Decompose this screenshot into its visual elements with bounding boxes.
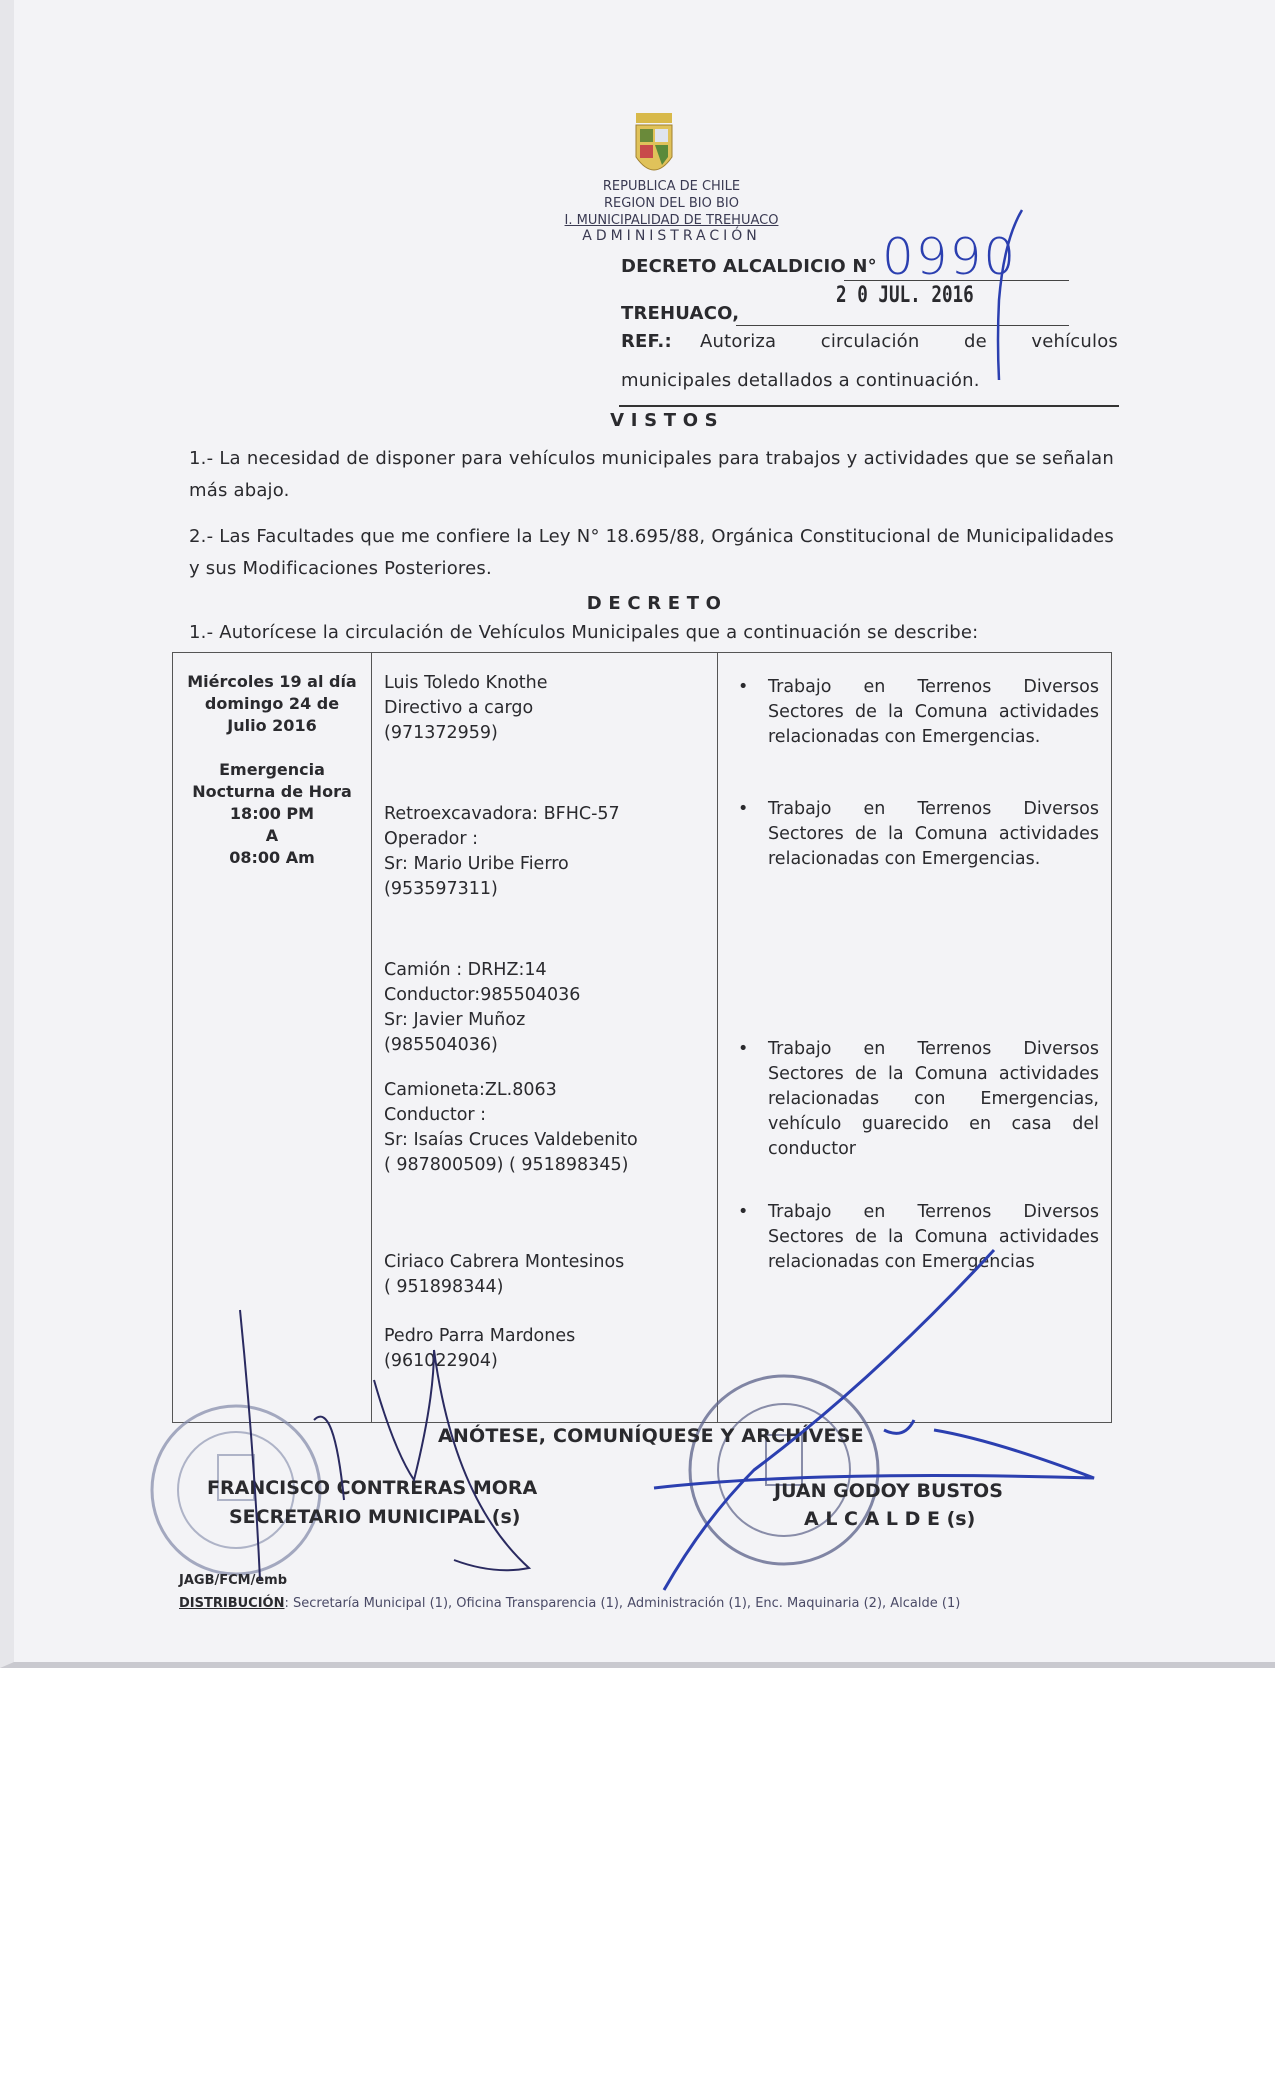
entry-line: Sr: Mario Uribe Fierro bbox=[384, 854, 569, 874]
vistos-paragraph-1: 1.- La necesidad de disponer para vehículos municipales para trabajos y actividades que se señalan más abajo. bbox=[189, 448, 1114, 501]
entry-line: Pedro Parra Mardones bbox=[384, 1326, 576, 1346]
activity-item: • Trabajo en Terrenos Diversos Sectores de la Comuna actividades relacionadas con Emergencias. bbox=[768, 675, 1099, 750]
activity-item: • Trabajo en Terrenos Diversos Sectores de la Comuna actividades relacionadas con Emergencias, vehículo guarecido en casa del conductor bbox=[768, 1037, 1099, 1162]
mayor-name: JUAN GODOY BUSTOS bbox=[774, 1480, 1003, 1502]
entry-line: Sr: Isaías Cruces Valdebenito bbox=[384, 1130, 638, 1150]
closing-formula: ANÓTESE, COMUNÍQUESE Y ARCHÍVESE bbox=[438, 1425, 864, 1447]
header-department: ADMINISTRACIÓN bbox=[582, 228, 761, 244]
initials: JAGB/FCM/emb bbox=[179, 1573, 287, 1588]
handwritten-signatures bbox=[14, 0, 1275, 1668]
place-label: TREHUACO, bbox=[621, 303, 740, 324]
entry-line: ( 951898344) bbox=[384, 1277, 504, 1297]
schedule-line: domingo 24 de bbox=[204, 694, 340, 713]
entry-line: ( 987800509) ( 951898345) bbox=[384, 1155, 629, 1175]
header-municipality: I. MUNICIPALIDAD DE TREHUACO bbox=[564, 213, 779, 228]
schedule-line: A bbox=[265, 826, 279, 845]
entry-line: (971372959) bbox=[384, 723, 498, 743]
entry-line: Conductor:985504036 bbox=[384, 985, 581, 1005]
distribution-list: : Secretaría Municipal (1), Oficina Transparencia (1), Administración (1), Enc. Maquinaria (2), Alcalde (1) bbox=[284, 1596, 961, 1611]
entry-line: (961022904) bbox=[384, 1351, 498, 1371]
schedule-line: 08:00 Am bbox=[229, 848, 315, 867]
entry-line: (953597311) bbox=[384, 879, 498, 899]
entry-line: Luis Toledo Knothe bbox=[384, 673, 548, 693]
ref-label: REF.: bbox=[621, 331, 672, 352]
decree-number-handwritten: 0990 bbox=[882, 228, 1018, 286]
header-region: REGION DEL BIO BIO bbox=[604, 196, 739, 211]
entry-line: Ciriaco Cabrera Montesinos bbox=[384, 1252, 625, 1272]
decree-label: DECRETO ALCALDICIO N° bbox=[621, 256, 877, 277]
entry-line: Retroexcavadora: BFHC-57 bbox=[384, 804, 620, 824]
entry-line: Directivo a cargo bbox=[384, 698, 534, 718]
secretary-name: FRANCISCO CONTRERAS MORA bbox=[207, 1477, 538, 1499]
secretary-signature bbox=[240, 1310, 529, 1580]
mayor-title: A L C A L D E (s) bbox=[804, 1508, 976, 1530]
mayor-signature bbox=[654, 1250, 1094, 1590]
schedule-line: Nocturna de Hora bbox=[192, 782, 352, 801]
schedule-line: Emergencia bbox=[219, 760, 325, 779]
vistos-title: V I S T O S bbox=[610, 410, 718, 431]
distribution-label: DISTRIBUCIÓN bbox=[179, 1596, 285, 1611]
schedule-line: Miércoles 19 al día bbox=[187, 672, 357, 691]
activity-item: • Trabajo en Terrenos Diversos Sectores de la Comuna actividades relacionadas con Emergencias. bbox=[768, 797, 1099, 872]
schedule-line: Julio 2016 bbox=[227, 716, 317, 735]
decreto-title: D E C R E T O bbox=[586, 593, 722, 614]
schedule-line: 18:00 PM bbox=[229, 804, 315, 823]
ref-line2: municipales detallados a continuación. bbox=[621, 370, 980, 391]
entry-line: Sr: Javier Muñoz bbox=[384, 1010, 526, 1030]
header-country: REPUBLICA DE CHILE bbox=[602, 179, 741, 194]
vistos-paragraph-2: 2.- Las Facultades que me confiere la Ley N° 18.695/88, Orgánica Constitucional de Municipalidades y sus Modificaciones Posteriores. bbox=[189, 526, 1114, 579]
entry-line: Camión : DRHZ:14 bbox=[384, 960, 547, 980]
distribution bbox=[179, 1596, 960, 1611]
decreto-paragraph-1: 1.- Autorícese la circulación de Vehículos Municipales que a continuación se describe: bbox=[189, 622, 979, 643]
decree-number-pen-stroke bbox=[998, 210, 1022, 380]
activity-item: • Trabajo en Terrenos Diversos Sectores de la Comuna actividades relacionadas con Emergencias bbox=[768, 1200, 1099, 1275]
entry-line: (985504036) bbox=[384, 1035, 498, 1055]
entry-line: Camioneta:ZL.8063 bbox=[384, 1080, 557, 1100]
ref-line1: Autoriza circulación de vehículos bbox=[700, 331, 1118, 352]
entry-line: Conductor : bbox=[384, 1105, 487, 1125]
entry-line: Operador : bbox=[384, 829, 479, 849]
secretary-title: SECRETARIO MUNICIPAL (s) bbox=[229, 1506, 521, 1528]
date-stamp: 2 0 JUL. 2016 bbox=[836, 283, 974, 308]
